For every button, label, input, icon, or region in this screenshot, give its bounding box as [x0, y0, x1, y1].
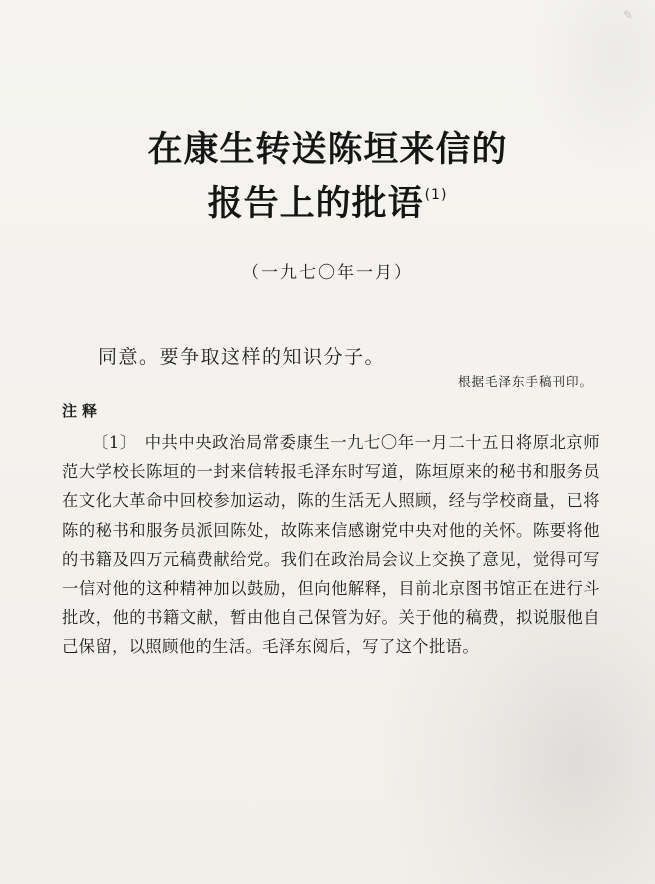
- document-date: （一九七〇年一月）: [242, 263, 413, 283]
- note-number: 〔1〕: [92, 433, 137, 452]
- document-title-line-2-text: 报告上的批语: [207, 184, 424, 224]
- document-title-line-2: [0, 176, 655, 226]
- directive-text: 同意。要争取这样的知识分子。: [98, 346, 386, 368]
- document-title-line-1: 在康生转送陈垣来信的: [147, 130, 508, 170]
- notes-heading: 注释: [62, 402, 103, 420]
- footnote-marker: (1): [424, 187, 448, 203]
- source-note: 根据毛泽东手稿刊印。: [457, 374, 593, 389]
- note-text: 中共中央政治局常委康生一九七〇年一月二十五日将原北京师范大学校长陈垣的一封来信转报毛泽东时写道，陈垣原来的秘书和服务员在文化大革命中回校参加运动，陈的生活无人照顾，经与学校商量，已将陈的秘书和服务员派回陈处，故陈来信感谢党中央对他的关怀。陈要将他的书籍及四万元稿费献给党。我们在政治局会议上交换了意见，觉得可写一信对他的这种精神加以鼓励，但向他解释，目前北京图书馆正在进行斗批改，他的书籍文献，暂由他自己保管为好。关于他的稿费，拟说服他自己保留，以照顾他的生活。毛泽东阅后，写了这个批语。: [62, 433, 600, 657]
- corner-scan-mark: ✎: [622, 8, 633, 22]
- note-item: [62, 428, 600, 662]
